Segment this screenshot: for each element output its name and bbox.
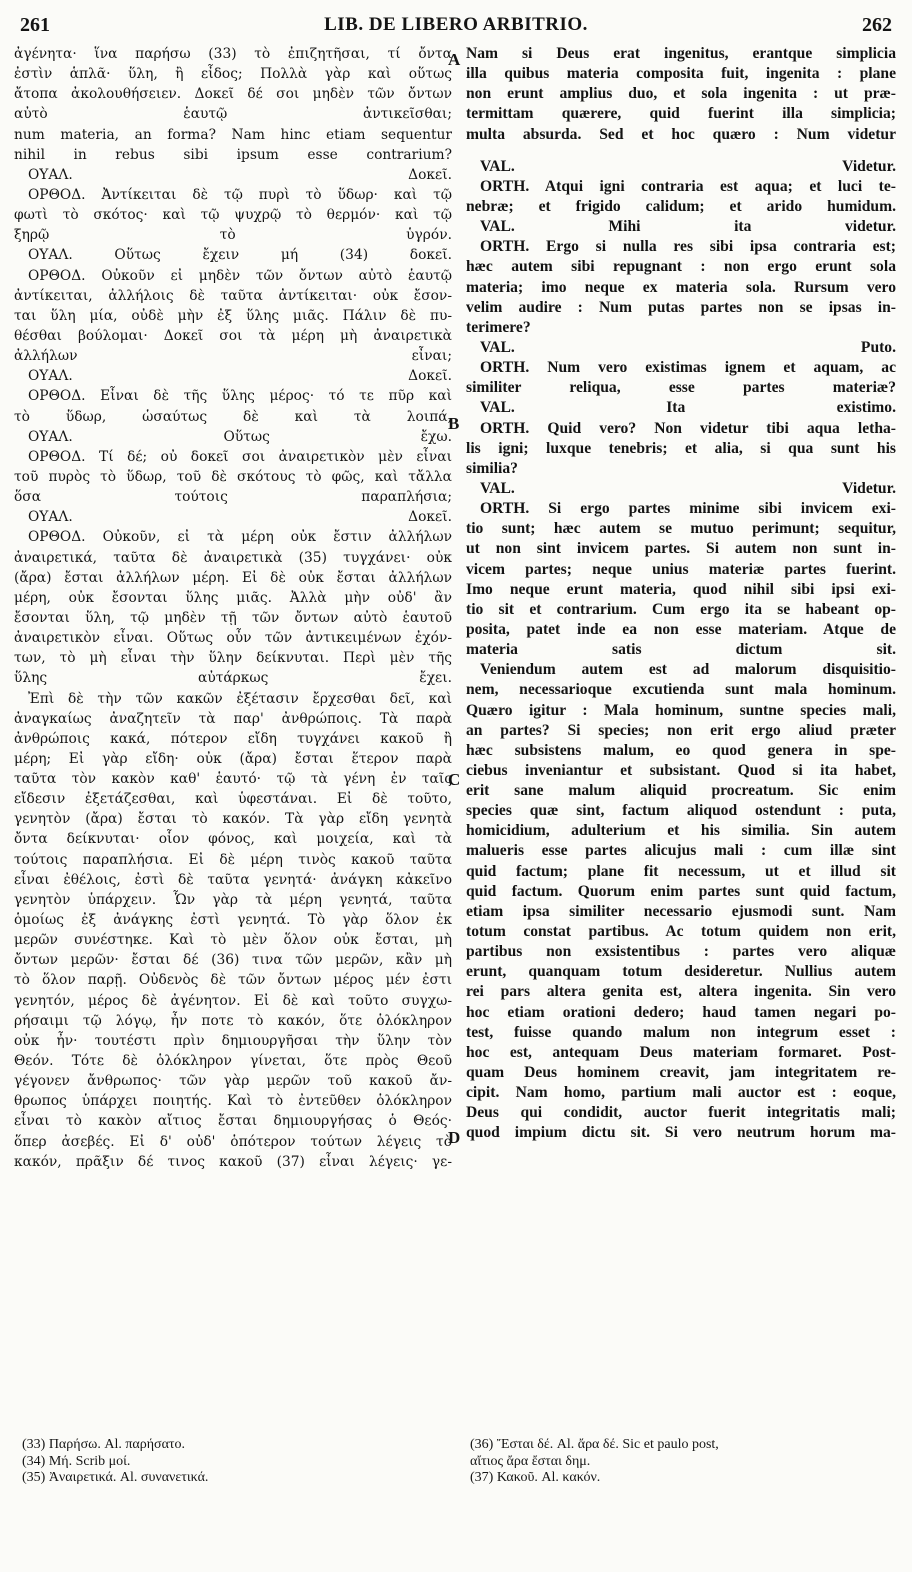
greek-text-line: ἔσονται ὕλη, τῷ μηδὲν τῇ τῶν ὄντων αὐτὸ ἑαυτοῦ	[14, 609, 452, 626]
latin-text-line: Deus qui condidit, auctor fuerit integritatis mali;	[466, 1104, 896, 1122]
greek-text-line: μέρη, οὐκ ἔσονται ὕλης μιᾶς. Ἀλλὰ μὴν οὐδ' ἂν	[14, 589, 452, 606]
greek-text-line: ταῦτα τὸν κακὸν καθ' ἑαυτό· τῷ τὰ γένη ἐν ταῖς	[14, 771, 452, 788]
latin-text-line: species quæ sint, factum aliquod ostendunt : puta,	[466, 802, 896, 820]
latin-text-line: partibus non exsistentibus : partes vero aliquæ	[466, 943, 896, 961]
page-number-right: 262	[862, 14, 892, 36]
greek-text-line: εἴδεσιν ἐξετάζεσθαι, καὶ ὑφεστάναι. Εἰ δὲ τοῦτο,	[14, 791, 452, 808]
latin-text-line: velim audire : Num putas partes non se ipsas in-	[466, 298, 896, 316]
latin-text-line: non erunt amplius duo, et sola ingenita : ut præ-	[466, 85, 896, 103]
greek-text-line: ἀλλήλων εἶναι;	[14, 348, 452, 365]
latin-text-line: ut non sint invicem partes. Si autem non sunt in-	[466, 540, 896, 558]
greek-text-line: κακόν, πρᾶξιν δέ τινος κακοῦ (37) εἶναι λέγεις· γε-	[14, 1153, 452, 1170]
latin-text-line: Imo neque erunt materia, quod nihil sibi ipsi exi-	[466, 580, 896, 598]
latin-column	[466, 44, 896, 1144]
footnote-37: (37) Κακοῦ. Al. κακόν.	[470, 1470, 601, 1485]
latin-text-line: totum constat partibus. Ac totum quidem non erit,	[466, 923, 896, 941]
footnote-33: (33) Παρήσω. Al. παρήσατο.	[22, 1437, 186, 1452]
latin-text-line: quod impium dictu sit. Si vero neutrum horum ma-	[466, 1124, 896, 1142]
latin-text-line: Quæro igitur : Mala hominum, suntne species mali,	[466, 701, 896, 719]
latin-text-line: illa quibus materia composita fuit, ingenita : plane	[466, 65, 896, 83]
greek-text-line: ἀγένητα· ἵνα παρήσω (33) τὸ ἐπιζητῆσαι, τί ὄντα	[14, 46, 452, 62]
greek-text-line: ἀναγκαίως ἀναζητεῖν τὰ παρ' ἀνθρώποις. Τὰ παρὰ	[14, 710, 452, 727]
margin-letter-c: C	[448, 770, 461, 789]
greek-column	[14, 44, 452, 1172]
page-number-left: 261	[20, 14, 50, 36]
latin-text-line: quid factum. Quorum enim partes sunt quid factum,	[466, 882, 896, 900]
latin-text-line: ORTH. Si ergo partes minime sibi invicem exi-	[480, 500, 896, 518]
latin-text-line: materia; imo neque ex materia sola. Rursum vero	[466, 278, 896, 296]
greek-text-line: γενητόν, μέρος δὲ ἀγένητον. Εἰ δὲ καὶ τοῦτο συγχω-	[14, 992, 452, 1009]
latin-text-line: erit sane malum aliquid procreatum. Sic enim	[466, 782, 896, 800]
footnotes-right	[470, 1437, 900, 1487]
latin-text-line: Veniendum autem est ad malorum disquisitio-	[480, 661, 896, 679]
greek-text-line: ἐστὶν ἁπλᾶ· ὕλη, ἢ εἶδος; Πολλὰ γὰρ καὶ οὕτως	[14, 66, 452, 83]
footnote-36-cont: αἴτιος ἄρα ἔσται δημ.	[470, 1453, 591, 1469]
greek-text-line: ὕλης αὐτάρκως ἔχει.	[14, 670, 452, 687]
latin-text-line: tio sunt; hæc autem se mutuo perimunt; sequitur,	[466, 520, 896, 538]
greek-text-line: αὐτὸ ἑαυτῷ ἀντικεῖσθαι;	[14, 106, 452, 123]
greek-text-line: γενητὸν ὑπάρχειν. Ὧν γὰρ τὰ μέρη γενητά, ταῦτα	[14, 891, 452, 908]
greek-text-line: οὐκ ἦν· τουτέστι πρὶν δημιουργῆσαι τὴν ὕλην τὸν	[14, 1032, 452, 1049]
latin-text-line: cipit. Nam homo, partium mali auctor est : eoque,	[466, 1084, 896, 1102]
latin-text-line: test, fuisse quando malum non integrum esset :	[466, 1023, 896, 1041]
latin-text-line: nem, necessarioque excutienda sunt mala hominum.	[466, 681, 896, 699]
latin-text-line: VAL. Puto.	[480, 338, 896, 356]
latin-text-line: VAL. Ita existimo.	[480, 399, 896, 417]
latin-text-line: similia?	[466, 459, 518, 477]
greek-text-line: ΟΥΑΛ. Δοκεῖ.	[28, 509, 452, 526]
latin-text-line: ORTH. Num vero existimas ignem et aquam, ac	[480, 359, 896, 377]
latin-text-line: quam Deus hominem creavit, jam integritatem re-	[466, 1064, 896, 1082]
latin-text-line: posita, patet inde ea non esse materiam. Atque de	[466, 620, 896, 638]
latin-text-line: terimere?	[466, 318, 531, 336]
latin-text-line: malueris esse partes alicujus mali : cum illæ sint	[466, 842, 896, 860]
greek-text-line: ΟΡΘΟΔ. Εἶναι δὲ τῆς ὕλης μέρος· τό τε πῦρ καὶ	[28, 388, 452, 405]
greek-text-line: ἀνθρώποις κακά, πότερον εἴδη τυγχάνει κακοῦ ἢ	[14, 730, 452, 747]
greek-text-line: nihil in rebus sibi ipsum esse contrarium?	[14, 146, 452, 163]
margin-letter-a: A	[448, 50, 461, 69]
greek-text-line: ἀντίκειται, ἀλλήλοις δὲ ταῦτα ἀντίκειται· οὐκ ἔσον-	[14, 287, 452, 304]
greek-text-line: ΟΡΘΟΔ. Οὐκοῦν εἰ μηδὲν τῶν ὄντων αὐτὸ ἑαυτῷ	[28, 267, 452, 284]
greek-text-line: ὄντα δείκνυται· οἷον φόνος, καὶ μοιχεία, καὶ τὰ	[14, 831, 452, 848]
latin-text-line: similiter reliqua, esse partes materiæ?	[466, 379, 896, 397]
greek-text-line: θρωπος ὑπάρχει ποιητής. Καὶ τὸ ἐντεῦθεν ὁλόκληρον	[14, 1093, 452, 1110]
greek-text-line: θέσθαι βούλομαι· Δοκεῖ σοι τὰ μέρη μὴ ἀναιρετικὰ	[14, 327, 452, 344]
latin-text-line: ORTH. Ergo si nulla res sibi ipsa contraria est;	[480, 238, 896, 256]
latin-text-line: ORTH. Quid vero? Non videtur tibi aqua letha-	[480, 419, 896, 437]
greek-text-line: μέρη; Εἰ γὰρ εἴδη· οὐκ (ἄρα) ἔσται ἕτερον παρὰ	[14, 750, 452, 767]
latin-text-line: vicem partes; neque unius materiæ partes fuerint.	[466, 560, 896, 578]
latin-text-line: etiam ipsa similiter necessario ejusmodi sunt. Nam	[466, 902, 896, 920]
margin-letter-d: D	[448, 1128, 461, 1147]
greek-text-line: ρήσαιμι τῷ λόγῳ, ἦν ποτε τὸ κακόν, ὅτε ὁλόκληρον	[14, 1012, 452, 1029]
greek-text-line: ΟΡΘΟΔ. Οὐκοῦν, εἰ τὰ μέρη οὐκ ἔστιν ἀλλήλων	[28, 529, 452, 546]
greek-text-line: ἄτοπα ἀκολουθήσειεν. Δοκεῖ δέ σοι μηδὲν τῶν ὄντων	[14, 86, 452, 103]
greek-text-line: εἶναι τὸ κακὸν αἴτιος ἔσται δημιουργήσας ὁ Θεός·	[14, 1113, 452, 1130]
greek-text-line: γέγονεν ἄνθρωπος· τῶν γὰρ μερῶν τοῦ κακοῦ ἄν-	[14, 1073, 452, 1090]
greek-text-line: ὁμοίως ἐξ ἀνάγκης ἐστὶ γενητά. Τὸ γὰρ ὅλον ἐκ	[14, 912, 452, 929]
latin-text-line: quid factum; plane fit necessum, ut et illud sit	[466, 862, 896, 880]
latin-text-line: rei pars altera genita est, altera ingenita. Sin vero	[466, 983, 896, 1001]
latin-text-line: hæc autem sibi repugnant : non ergo erunt sola	[466, 258, 896, 276]
greek-text-line: ξηρῷ τὸ ὑγρόν.	[14, 227, 452, 244]
greek-text-line: ΟΥΑΛ. Οὕτως ἔχειν μή (34) δοκεῖ.	[28, 247, 452, 264]
latin-text-line: tio sit et contrarium. Cum ergo ita se habeant op-	[466, 600, 896, 618]
margin-letter-b: B	[448, 414, 460, 433]
latin-text-line: homicidium, adulterium et his similia. Sin autem	[466, 822, 896, 840]
footnotes-left	[22, 1437, 442, 1487]
running-title: LIB. DE LIBERO ARBITRIO.	[324, 14, 588, 35]
greek-text-line: ΟΥΑΛ. Δοκεῖ.	[28, 368, 452, 385]
latin-text-line: lis igni; luxque tenebris; et alia, si qua sunt his	[466, 439, 896, 457]
greek-text-line: μερῶν συνέστηκε. Καὶ τὸ μὲν ὅλον οὐκ ἔσται, μὴ	[14, 932, 452, 949]
greek-text-line: ἀναιρετικὸν εἶναι. Οὕτως οὖν τῶν ἀντικειμένων ἐχόν-	[14, 630, 452, 647]
greek-text-line: ται ὕλη μία, οὐδὲ μὴν ἐξ ὕλης μιᾶς. Πάλιν δὲ πυ-	[14, 307, 452, 324]
latin-text-line: hoc est, antequam Deus materiam formaret. Post-	[466, 1043, 896, 1061]
greek-text-line: εἶναι ἐθέλοις, ἐστὶ δὲ ταῦτα γενητά· ἀνάγκη κἀκεῖνο	[14, 871, 452, 888]
latin-text-line: erunt, quanquam totum desideretur. Nullius autem	[466, 963, 896, 981]
greek-text-line: τοῦ πυρὸς τὸ ὕδωρ, τοῦ δὲ σκότους τὸ φῶς, καὶ τἄλλα	[14, 468, 452, 485]
greek-text-line: τούτοις παραπλήσια. Εἰ δὲ μέρη τινὸς κακοῦ ταῦτα	[14, 851, 452, 868]
latin-text-line: VAL. Videtur.	[480, 157, 896, 175]
greek-text-line: (ἄρα) ἔσται ἀλλήλων μέρη. Εἰ δὲ οὐκ ἔσται ἀλλήλων	[14, 569, 452, 586]
greek-text-line: ΟΡΘΟΔ. Τί δέ; οὐ δοκεῖ σοι ἀναιρετικὸν μὲν εἶναι	[28, 448, 452, 465]
latin-text-line: an partes? Si species; non erit ergo aliud præter	[466, 721, 896, 739]
greek-text-line: ἀναιρετικά, ταῦτα δὲ ἀναιρετικὰ (35) τυγχάνει· οὐκ	[14, 549, 452, 566]
page-header	[10, 14, 902, 40]
latin-text-line: multa absurda. Sed et hoc quæro : Num videtur	[466, 125, 896, 143]
latin-text-line: ciebus inveniantur et subsistant. Quod si ita habet,	[466, 761, 896, 779]
greek-text-line: ΟΡΘΟΔ. Ἀντίκειται δὲ τῷ πυρὶ τὸ ὕδωρ· καὶ τῷ	[28, 186, 452, 203]
latin-text-line: ORTH. Atqui igni contraria est aqua; et luci te-	[480, 177, 896, 195]
greek-text-line: γενητὸν (ἄρα) ἔσται τὸ κακόν. Τὰ γὰρ εἴδη γενητὰ	[14, 811, 452, 828]
latin-text-line: hæc subsistens malum, eo quod genera in spe-	[466, 741, 896, 759]
footnote-36: (36) Ἔσται δέ. Al. ἄρα δέ. Sic et paulo post,	[470, 1437, 719, 1452]
greek-text-line: num materia, an forma? Nam hinc etiam sequentur	[14, 126, 452, 143]
footnote-34: (34) Μή. Scrib μοί.	[22, 1453, 131, 1469]
greek-text-line: ὅπερ ἀσεβές. Εἰ δ' οὐδ' ὁπότερον τούτων λέγεις τὸ	[14, 1133, 452, 1150]
greek-text-line: τὸ ὕδωρ, ὡσαύτως δὲ καὶ τὰ λοιπά,	[14, 408, 452, 425]
footnote-35: (35) Ἀναιρετικά. Al. συνανετικά.	[22, 1470, 209, 1485]
greek-text-line: ὅσα τούτοις παραπλήσια;	[14, 489, 452, 506]
greek-text-line: ΟΥΑΛ. Οὕτως ἔχω.	[28, 428, 452, 445]
latin-text-line: VAL. Mihi ita videtur.	[480, 218, 896, 236]
greek-text-line: ΟΥΑΛ. Δοκεῖ.	[28, 166, 452, 183]
greek-text-line: των, τὸ μὴ εἶναι τὴν ὕλην δείκνυται. Περὶ μὲν τῆς	[14, 650, 452, 667]
latin-text-line: VAL. Videtur.	[480, 479, 896, 497]
latin-text-line: Nam si Deus erat ingenitus, erantque simplicia	[466, 45, 896, 62]
latin-text-line: materia satis dictum sit.	[466, 641, 896, 659]
greek-text-line: τὸ ὅλον παρῇ. Οὐδενὸς δὲ τῶν ὄντων μέρος μέν ἐστι	[14, 972, 452, 989]
latin-text-line: nebræ; et frigido calidum; et arido humidum.	[466, 197, 896, 215]
latin-text-line: hoc etiam orationi dedero; haud tamen negari po-	[466, 1003, 896, 1021]
greek-text-line: φωτὶ τὸ σκότος· καὶ τῷ ψυχρῷ τὸ θερμόν· καὶ τῷ	[14, 207, 452, 224]
latin-text-line: termittam quærere, quid fuerint illa simplicia;	[466, 105, 896, 123]
greek-text-line: ὄντων μερῶν· ἔσται δέ (36) τινα τῶν μερῶν, κἂν μὴ	[14, 952, 452, 969]
greek-text-line: Ἐπὶ δὲ τὴν τῶν κακῶν ἐξέτασιν ἔρχεσθαι δεῖ, καὶ	[28, 690, 452, 707]
greek-text-line: Θεόν. Τότε δὲ ὁλόκληρον γίνεται, ὅτε πρὸς Θεοῦ	[14, 1053, 452, 1070]
